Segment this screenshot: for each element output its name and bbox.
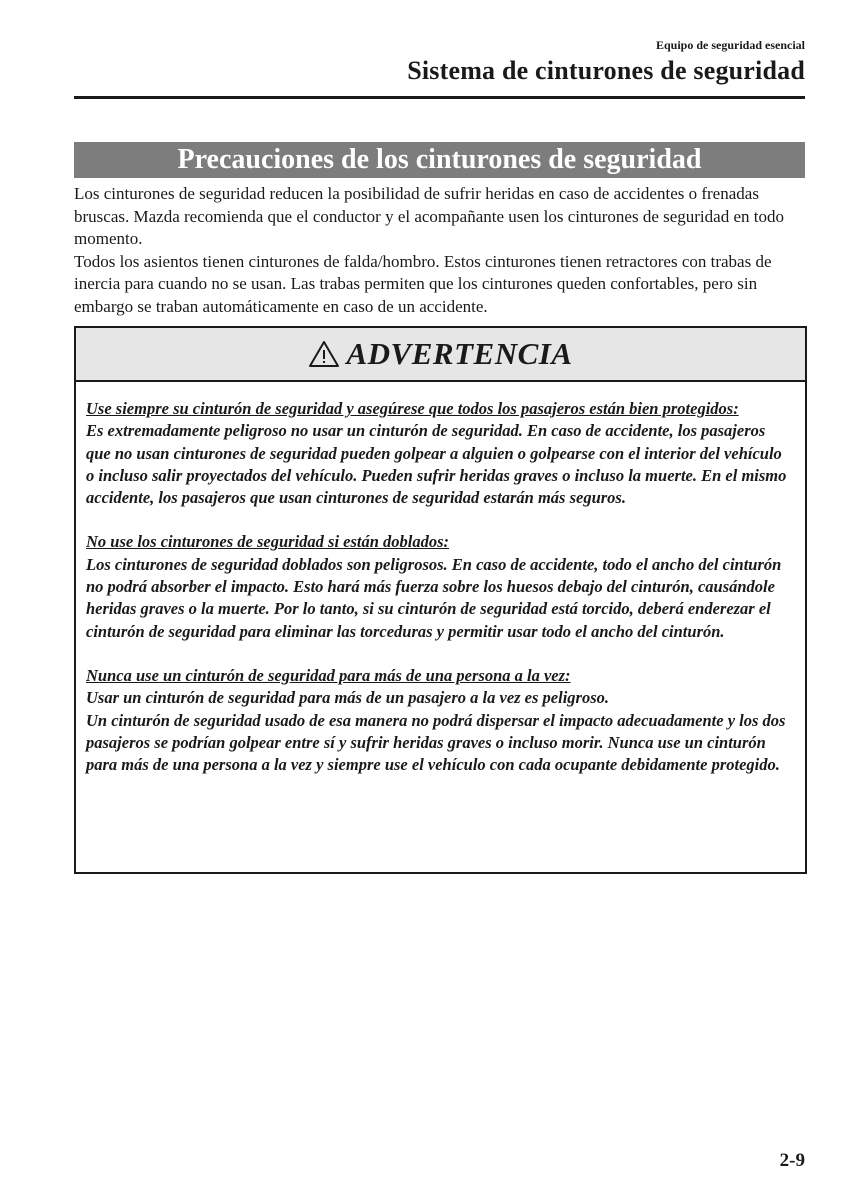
warning-box	[74, 326, 807, 874]
page-number: 2-9	[779, 1150, 805, 1171]
warning-block-3	[86, 665, 793, 776]
section-heading: Precauciones de los cinturones de seguridad	[74, 142, 805, 178]
warning-triangle-icon	[308, 340, 340, 368]
warning-text-2: Los cinturones de seguridad doblados son peligrosos. En caso de accidente, todo el ancho del cinturón no podrá absorber el impacto. Esto hará más fuerza sobre los huesos debajo del cinturón, causándole heridas graves o la muerte. Por lo tanto, si su cinturón de seguridad está torcido, deberá enderezar el cinturón de seguridad para eliminar las torceduras y permitir usar todo el ancho del cinturón.	[86, 554, 782, 641]
warning-heading-3: Nunca use un cinturón de seguridad para más de una persona a la vez:	[86, 665, 571, 685]
warning-title: ADVERTENCIA	[346, 336, 573, 371]
warning-text-3b: Un cinturón de seguridad usado de esa manera no podrá dispersar el impacto adecuadamente y los dos pasajeros se podrían golpear entre sí y sufrir heridas graves o incluso morir. Nunca use un cinturón para más de una persona a la vez y siempre use el vehículo con cada ocupante debidamente protegido.	[86, 710, 786, 775]
warning-heading-1: Use siempre su cinturón de seguridad y asegúrese que todos los pasajeros están bien protegidos:	[86, 399, 739, 418]
warning-header	[76, 328, 805, 382]
warning-body	[76, 382, 805, 776]
warning-text-1: Es extremadamente peligroso no usar un cinturón de seguridad. En caso de accidente, los pasajeros que no usan cinturones de seguridad pueden golpear a alguien o golpearse con el interior del vehículo o incluso salir proyectados del vehículo. Pueden sufrir heridas graves o incluso la muerte. En el mismo accidente, los pasajeros que usan cinturones de seguridad estarán más seguros.	[86, 421, 787, 508]
chapter-label: Equipo de seguridad esencial	[655, 38, 805, 52]
warning-heading-2: No use los cinturones de seguridad si están doblados:	[86, 532, 450, 552]
intro-paragraph-2: Todos los asientos tienen cinturones de falda/hombro. Estos cinturones tienen retractores con trabas de inercia para cuando no se usan. Las trabas permiten que los cinturones queden confortables, pero sin embargo se traban automáticamente en caso de un accidente.	[74, 251, 772, 316]
warning-block-2	[86, 531, 793, 642]
page-title: Sistema de cinturones de seguridad	[407, 56, 805, 85]
warning-text-3a: Usar un cinturón de seguridad para más de un pasajero a la vez es peligroso.	[86, 688, 610, 708]
intro-text	[74, 183, 814, 318]
header-divider	[74, 96, 805, 99]
intro-paragraph-1: Los cinturones de seguridad reducen la posibilidad de sufrir heridas en caso de accidentes o frenadas bruscas. Mazda recomienda que el conductor y el acompañante usen los cinturones de seguridad en todo momento.	[74, 184, 784, 248]
warning-block-1	[86, 398, 793, 509]
